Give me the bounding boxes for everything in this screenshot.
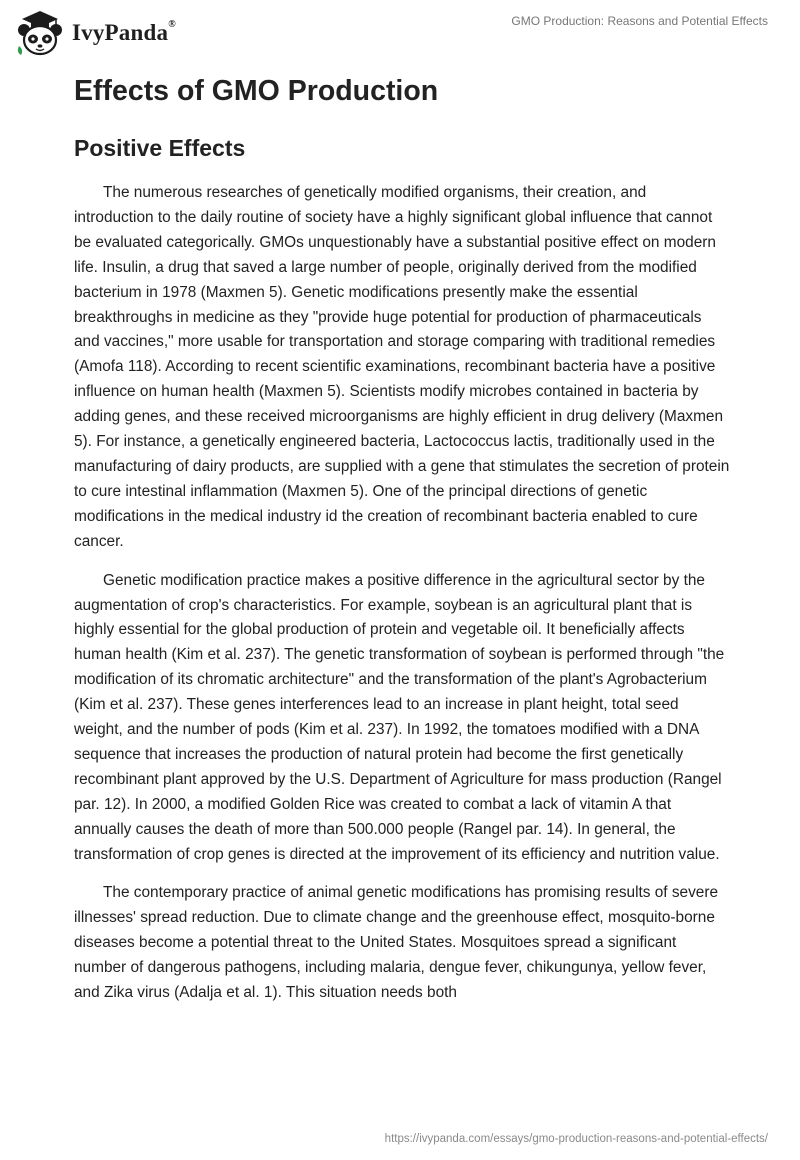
source-url[interactable]: https://ivypanda.com/essays/gmo-production-reasons-and-potential-effects/ [384, 1133, 768, 1145]
page-header [0, 0, 800, 70]
site-logo[interactable] [14, 8, 176, 58]
panda-logo-icon [14, 8, 66, 58]
brand-name: IvyPanda® [72, 19, 176, 45]
paragraph: Genetic modification practice makes a positive difference in the agricultural sector by the augmentation of crop's characteristics. For example, soybean is an agricultural plant that is highly essential for the global production of protein and vegetable oil. It beneficially affects human health (Kim et al. 237). The genetic transformation of soybean is performed through "the modification of its chromatic architecture" and the transformation of the plant's Agrobacterium (Kim et al. 237). These genes interferences lead to an increase in plant height, total seed weight, and the number of pods (Kim et al. 237). In 1992, the tomatoes modified with a DNA sequence that increases the production of natural protein had become the first genetically recombinant plant approved by the U.S. Department of Agriculture for mass production (Rangel par. 12). In 2000, a modified Golden Rice was created to combat a lack of vitamin A that annually causes the death of more than 500.000 people (Rangel par. 14). In general, the transformation of crop genes is directed at the improvement of its efficiency and nutrition value. [74, 571, 725, 863]
document-title: GMO Production: Reasons and Potential Effects [511, 14, 768, 28]
paragraph: The numerous researches of genetically modified organisms, their creation, and introduction to the daily routine of society have a highly significant global influence that cannot be evaluated categorically. GMOs unquestionably have a substantial positive effect on modern life. Insulin, a drug that saved a large number of people, originally derived from the modified bacterium in 1978 (Maxmen 5). Genetic modifications presently make the essential breakthroughs in medicine as they "provide huge potential for production of pharmaceuticals and vaccines," more usable for transportation and storage comparing with traditional remedies (Amofa 118). According to recent scientific examinations, recombinant bacteria have a positive influence on human health (Maxmen 5). Scientists modify microbes contained in bacteria by adding genes, and these received microorganisms are highly efficient in drug delivery (Maxmen 5). For instance, a genetically engineered bacteria, Lactococcus lactis, traditionally used in the manufacturing of dairy products, are supplied with a gene that stimulates the secretion of protein to cure intestinal inflammation (Maxmen 5). One of the principal directions of genetic modifications in the medical industry id the creation of recombinant bacteria enabled to cure cancer. [74, 184, 730, 550]
article-body [74, 72, 730, 1006]
paragraph: The contemporary practice of animal genetic modifications has promising results of severe illnesses' spread reduction. Due to climate change and the greenhouse effect, mosquito-borne diseases become a potential threat to the United States. Mosquitoes spread a significant number of dangerous pathogens, including malaria, dengue fever, chikungunya, yellow fever, and Zika virus (Adalja et al. 1). This situation needs both [74, 884, 719, 1002]
section-heading: Positive Effects [74, 135, 246, 161]
article-title: Effects of GMO Production [74, 75, 439, 107]
